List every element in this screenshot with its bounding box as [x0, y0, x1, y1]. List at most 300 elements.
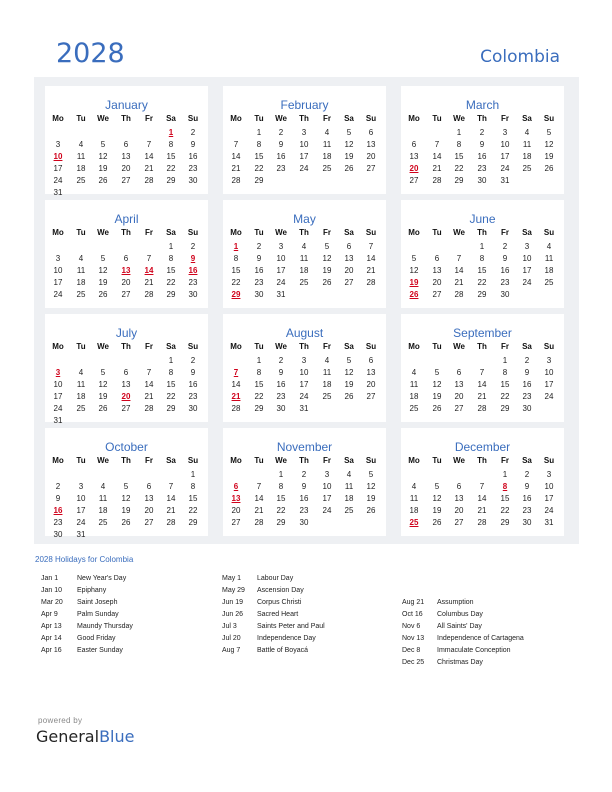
calendar-day: 29	[166, 290, 176, 299]
calendar-day: 1	[278, 470, 284, 479]
calendar-day: 16	[188, 380, 198, 389]
calendar-day: 26	[322, 278, 332, 287]
calendar-day: 2	[479, 128, 485, 137]
brand-general: General	[36, 727, 100, 746]
calendar-day: 5	[434, 368, 440, 377]
calendar-day: 22	[500, 392, 510, 401]
weekday-header: Th	[299, 456, 309, 465]
weekday-header: Su	[187, 228, 199, 237]
weekday-header: Su	[187, 342, 199, 351]
weekday-header: Fr	[145, 456, 153, 465]
weekday-header: Mo	[408, 456, 420, 465]
weekday-header: Th	[477, 456, 487, 465]
calendar-day: 22	[500, 506, 510, 515]
calendar-day: 13	[409, 152, 419, 161]
weekday-header: Sa	[166, 114, 176, 123]
calendar-day: 18	[98, 506, 108, 515]
calendar-day: 28	[166, 518, 176, 527]
calendar-day: 28	[366, 278, 376, 287]
calendar-day: 11	[522, 140, 532, 149]
calendar-day: 26	[344, 164, 354, 173]
calendar-day: 16	[188, 152, 198, 161]
calendar-day: 28	[432, 176, 442, 185]
holiday-date-label: May 29	[222, 587, 245, 594]
holiday-date: 20	[409, 164, 419, 173]
country-name: Colombia	[480, 47, 560, 67]
holiday-name: Epiphany	[77, 587, 107, 594]
calendar-day: 6	[146, 482, 152, 491]
calendar-day: 16	[254, 266, 264, 275]
calendar-day: 11	[322, 368, 332, 377]
calendar-day: 29	[188, 518, 198, 527]
holiday-date: 29	[231, 290, 241, 299]
calendar-day: 25	[76, 176, 86, 185]
month-name: February	[280, 98, 329, 112]
month-april	[45, 200, 208, 308]
calendar-day: 27	[432, 290, 442, 299]
calendar-day: 4	[78, 368, 84, 377]
holiday-name: Ascension Day	[257, 587, 304, 594]
weekday-header: We	[275, 114, 287, 123]
calendar-day: 6	[368, 356, 374, 365]
calendar-day: 21	[144, 392, 154, 401]
calendar-day: 31	[299, 404, 309, 413]
calendar-day: 28	[231, 176, 241, 185]
calendar-day: 17	[76, 506, 86, 515]
calendar-day: 8	[479, 254, 485, 263]
calendar-day: 28	[254, 518, 264, 527]
weekday-header: Tu	[76, 342, 86, 351]
calendar-day: 26	[98, 404, 108, 413]
calendar-day: 10	[322, 482, 332, 491]
calendar-day: 4	[78, 140, 84, 149]
calendar-day: 25	[344, 506, 354, 515]
holiday-name: Columbus Day	[437, 611, 483, 618]
calendar-day: 10	[299, 140, 309, 149]
calendar-day: 13	[454, 494, 464, 503]
calendar-day: 18	[322, 380, 332, 389]
calendar-day: 22	[254, 392, 264, 401]
calendar-day: 9	[479, 140, 485, 149]
weekday-header: Su	[365, 114, 377, 123]
holiday-date: 7	[233, 368, 239, 377]
weekday-header: Sa	[166, 228, 176, 237]
calendar-day: 18	[299, 266, 309, 275]
calendar-day: 22	[477, 278, 487, 287]
holiday-name: Saint Joseph	[77, 599, 118, 606]
calendar-day: 22	[276, 506, 286, 515]
calendar-day: 13	[121, 152, 131, 161]
calendar-day: 14	[144, 152, 154, 161]
holiday-date: 13	[231, 494, 241, 503]
calendar-day: 20	[454, 506, 464, 515]
month-july	[45, 314, 208, 425]
calendar-day: 12	[544, 140, 554, 149]
holiday-name: Independence Day	[257, 635, 316, 642]
weekday-header: Sa	[522, 228, 532, 237]
calendar-day: 12	[432, 494, 442, 503]
calendar-day: 15	[231, 266, 241, 275]
calendar-day: 24	[544, 506, 554, 515]
calendar-day: 10	[276, 254, 286, 263]
calendar-day: 21	[231, 164, 241, 173]
calendar-day: 5	[411, 254, 417, 263]
holiday-date: 16	[53, 506, 63, 515]
calendar-day: 25	[522, 164, 532, 173]
weekday-header: Th	[477, 342, 487, 351]
calendar-day: 9	[256, 254, 262, 263]
calendar-day: 25	[76, 404, 86, 413]
calendar-day: 17	[276, 266, 286, 275]
calendar-day: 18	[76, 392, 86, 401]
brand-blue: Blue	[99, 727, 135, 746]
month-name: July	[115, 326, 138, 340]
calendar-day: 12	[121, 494, 131, 503]
calendar-day: 26	[544, 164, 554, 173]
calendar-day: 30	[522, 404, 532, 413]
calendar-day: 24	[53, 404, 63, 413]
calendar-day: 21	[432, 164, 442, 173]
calendar-day: 23	[53, 518, 63, 527]
calendar-day: 14	[366, 254, 376, 263]
holiday-name: All Saints' Day	[437, 623, 482, 630]
weekday-header: We	[453, 342, 465, 351]
calendar-day: 20	[344, 266, 354, 275]
calendar-day: 15	[454, 152, 464, 161]
holiday-date: 26	[409, 290, 419, 299]
calendar-day: 22	[166, 392, 176, 401]
weekday-header: Mo	[230, 228, 242, 237]
calendar-day: 28	[454, 290, 464, 299]
calendar-day: 12	[366, 482, 376, 491]
calendar-day: 26	[432, 518, 442, 527]
calendar-day: 21	[454, 278, 464, 287]
calendar-day: 7	[434, 140, 440, 149]
calendar-day: 26	[344, 392, 354, 401]
calendar-day: 3	[301, 356, 307, 365]
calendar-day: 10	[544, 368, 554, 377]
powered-by-text: powered by	[38, 716, 83, 725]
calendar-day: 29	[500, 518, 510, 527]
calendar-day: 30	[254, 290, 264, 299]
calendar-day: 23	[188, 392, 198, 401]
calendar-day: 24	[299, 164, 309, 173]
calendar-day: 4	[346, 470, 352, 479]
weekday-header: Mo	[230, 342, 242, 351]
weekday-header: Su	[365, 456, 377, 465]
weekday-header: Mo	[408, 228, 420, 237]
weekday-header: Sa	[344, 228, 354, 237]
weekday-header: Fr	[145, 342, 153, 351]
calendar-day: 21	[366, 266, 376, 275]
holiday-date: 1	[233, 242, 239, 251]
calendar-day: 26	[121, 518, 131, 527]
weekday-header: Mo	[52, 456, 64, 465]
calendar-day: 30	[188, 290, 198, 299]
holiday-date-label: Jul 20	[222, 635, 241, 642]
calendar-day: 1	[168, 356, 174, 365]
weekday-header: We	[97, 456, 109, 465]
calendar-day: 5	[346, 128, 352, 137]
calendar-day: 28	[231, 404, 241, 413]
weekday-header: Fr	[501, 114, 509, 123]
calendar-day: 11	[299, 254, 309, 263]
weekday-header: Th	[477, 228, 487, 237]
holiday-date-label: Jun 26	[222, 611, 244, 618]
calendar-day: 20	[366, 152, 376, 161]
calendar-day: 29	[500, 404, 510, 413]
calendar-day: 21	[166, 506, 176, 515]
calendar-day: 29	[166, 404, 176, 413]
calendar-day: 18	[344, 494, 354, 503]
calendar-day: 16	[477, 152, 487, 161]
calendar-day: 9	[190, 368, 196, 377]
calendar-day: 9	[502, 254, 508, 263]
weekday-header: We	[453, 114, 465, 123]
calendar-day: 4	[411, 482, 417, 491]
weekday-header: Th	[299, 228, 309, 237]
calendar-day: 7	[479, 368, 485, 377]
weekday-header: Mo	[408, 114, 420, 123]
holiday-date: 19	[409, 278, 419, 287]
calendar-day: 9	[524, 482, 530, 491]
holiday-date-label: Jan 10	[41, 587, 63, 594]
calendar-day: 7	[368, 242, 374, 251]
calendar-day: 7	[479, 482, 485, 491]
calendar-day: 11	[98, 494, 108, 503]
calendar-day: 6	[123, 254, 129, 263]
calendar-day: 6	[434, 254, 440, 263]
calendar-day: 27	[454, 404, 464, 413]
weekday-header: Tu	[432, 228, 442, 237]
weekday-header: Fr	[323, 228, 331, 237]
calendar-day: 16	[500, 266, 510, 275]
calendar-day: 5	[100, 140, 106, 149]
weekday-header: We	[275, 456, 287, 465]
weekday-header: Tu	[254, 456, 264, 465]
calendar-day: 23	[188, 278, 198, 287]
weekday-header: Fr	[145, 114, 153, 123]
weekday-header: Sa	[166, 342, 176, 351]
calendar-day: 16	[522, 494, 532, 503]
weekday-header: We	[275, 342, 287, 351]
calendar-day: 4	[100, 482, 106, 491]
month-name: June	[469, 212, 496, 226]
calendar-day: 23	[254, 278, 264, 287]
calendar-day: 4	[324, 128, 330, 137]
calendar-day: 13	[366, 140, 376, 149]
holiday-date: 21	[231, 392, 241, 401]
weekday-header: Sa	[344, 456, 354, 465]
calendar-day: 28	[144, 404, 154, 413]
calendar-day: 10	[544, 482, 554, 491]
month-name: September	[453, 326, 512, 340]
weekday-header: Tu	[76, 114, 86, 123]
calendar-day: 11	[76, 152, 86, 161]
calendar-day: 19	[98, 392, 108, 401]
calendar-day: 25	[76, 290, 86, 299]
calendar-day: 3	[301, 128, 307, 137]
calendar-day: 5	[346, 356, 352, 365]
calendar-day: 19	[432, 392, 442, 401]
holiday-name: Saints Peter and Paul	[257, 623, 325, 630]
weekday-header: Fr	[323, 342, 331, 351]
calendar-day: 10	[53, 266, 63, 275]
holiday-date-label: Apr 9	[41, 611, 58, 618]
calendar-day: 24	[276, 278, 286, 287]
month-name: January	[105, 98, 148, 112]
calendar-day: 28	[144, 290, 154, 299]
holiday-date: 13	[121, 266, 131, 275]
calendar-day: 30	[53, 530, 63, 539]
calendar-day: 26	[366, 506, 376, 515]
month-name: March	[465, 98, 500, 112]
calendar-day: 27	[121, 404, 131, 413]
calendar-day: 17	[53, 164, 63, 173]
calendar-day: 30	[299, 518, 309, 527]
calendar-day: 3	[546, 356, 552, 365]
calendar-day: 14	[477, 380, 487, 389]
calendar-day: 2	[502, 242, 508, 251]
weekday-header: We	[453, 228, 465, 237]
calendar-day: 7	[456, 254, 462, 263]
weekday-header: We	[97, 342, 109, 351]
calendar-day: 27	[366, 164, 376, 173]
month-name: November	[276, 440, 333, 454]
calendar-day: 30	[188, 404, 198, 413]
calendar-day: 19	[322, 266, 332, 275]
calendar-day: 18	[522, 152, 532, 161]
calendar-day: 8	[190, 482, 196, 491]
calendar-day: 16	[299, 494, 309, 503]
weekday-header: Mo	[52, 342, 64, 351]
calendar-day: 22	[254, 164, 264, 173]
calendar-day: 26	[432, 404, 442, 413]
calendar-day: 17	[500, 152, 510, 161]
calendar-day: 29	[166, 176, 176, 185]
calendar-day: 14	[432, 152, 442, 161]
calendar-day: 23	[276, 164, 286, 173]
calendar-day: 27	[344, 278, 354, 287]
calendar-day: 5	[123, 482, 129, 491]
weekday-header: Fr	[501, 456, 509, 465]
calendar-day: 29	[477, 290, 487, 299]
calendar-day: 14	[144, 380, 154, 389]
calendar-day: 31	[53, 188, 63, 197]
calendar-day: 25	[409, 404, 419, 413]
calendar-day: 24	[544, 392, 554, 401]
weekday-header: Fr	[323, 114, 331, 123]
calendar-day: 20	[366, 380, 376, 389]
month-name: April	[114, 212, 139, 226]
calendar-day: 5	[324, 242, 330, 251]
calendar-day: 7	[146, 368, 152, 377]
calendar-day: 6	[123, 368, 129, 377]
weekday-header: Mo	[230, 456, 242, 465]
holiday-name: Palm Sunday	[77, 611, 119, 618]
weekday-header: Su	[543, 456, 555, 465]
calendar-day: 15	[254, 380, 264, 389]
calendar-day: 8	[233, 254, 239, 263]
calendar-day: 5	[434, 482, 440, 491]
calendar-day: 12	[344, 368, 354, 377]
weekday-header: Mo	[52, 114, 64, 123]
calendar-day: 23	[188, 164, 198, 173]
calendar-day: 9	[278, 140, 284, 149]
calendar-day: 18	[409, 506, 419, 515]
calendar-day: 14	[454, 266, 464, 275]
calendar-day: 1	[502, 470, 508, 479]
calendar-day: 15	[500, 494, 510, 503]
holiday-date: 14	[144, 266, 154, 275]
calendar-day: 23	[522, 392, 532, 401]
calendar-day: 25	[299, 278, 309, 287]
calendar-day: 22	[454, 164, 464, 173]
calendar-day: 12	[344, 140, 354, 149]
calendar-day: 21	[144, 164, 154, 173]
calendar-day: 22	[166, 164, 176, 173]
calendar-day: 7	[168, 482, 174, 491]
calendar-day: 30	[188, 176, 198, 185]
calendar-day: 17	[544, 494, 554, 503]
calendar-day: 20	[432, 278, 442, 287]
weekday-header: We	[275, 228, 287, 237]
calendar-day: 15	[188, 494, 198, 503]
calendar-day: 19	[344, 152, 354, 161]
holiday-date: 3	[55, 368, 61, 377]
calendar-day: 26	[98, 290, 108, 299]
weekday-header: Tu	[254, 114, 264, 123]
weekday-header: Tu	[254, 228, 264, 237]
calendar-day: 31	[276, 290, 286, 299]
calendar-day: 30	[500, 290, 510, 299]
calendar-day: 10	[53, 380, 63, 389]
calendar-day: 26	[98, 176, 108, 185]
calendar-day: 24	[76, 518, 86, 527]
calendar-day: 2	[256, 242, 262, 251]
weekday-header: Su	[365, 342, 377, 351]
calendar-day: 11	[409, 380, 419, 389]
calendar-day: 21	[477, 392, 487, 401]
brand-logo[interactable]	[36, 727, 134, 746]
weekday-header: Fr	[323, 456, 331, 465]
weekday-header: Th	[299, 342, 309, 351]
weekday-header: Th	[299, 114, 309, 123]
calendar-day: 28	[144, 176, 154, 185]
calendar-day: 3	[324, 470, 330, 479]
calendar-day: 14	[166, 494, 176, 503]
weekday-header: We	[97, 228, 109, 237]
holiday-date-label: Dec 25	[402, 659, 425, 666]
calendar-day: 30	[276, 404, 286, 413]
calendar-day: 24	[500, 164, 510, 173]
calendar-day: 11	[322, 140, 332, 149]
month-november	[223, 428, 386, 536]
calendar-day: 12	[432, 380, 442, 389]
calendar-day: 30	[522, 518, 532, 527]
weekday-header: Sa	[522, 114, 532, 123]
calendar-day: 23	[500, 278, 510, 287]
calendar-day: 19	[544, 152, 554, 161]
calendar-day: 17	[522, 266, 532, 275]
month-name: December	[454, 440, 511, 454]
holiday-date: 8	[502, 482, 508, 491]
calendar-day: 15	[166, 380, 176, 389]
calendar-day: 24	[522, 278, 532, 287]
calendar-day: 14	[231, 380, 241, 389]
calendar-day: 2	[524, 356, 530, 365]
calendar-day: 20	[454, 392, 464, 401]
